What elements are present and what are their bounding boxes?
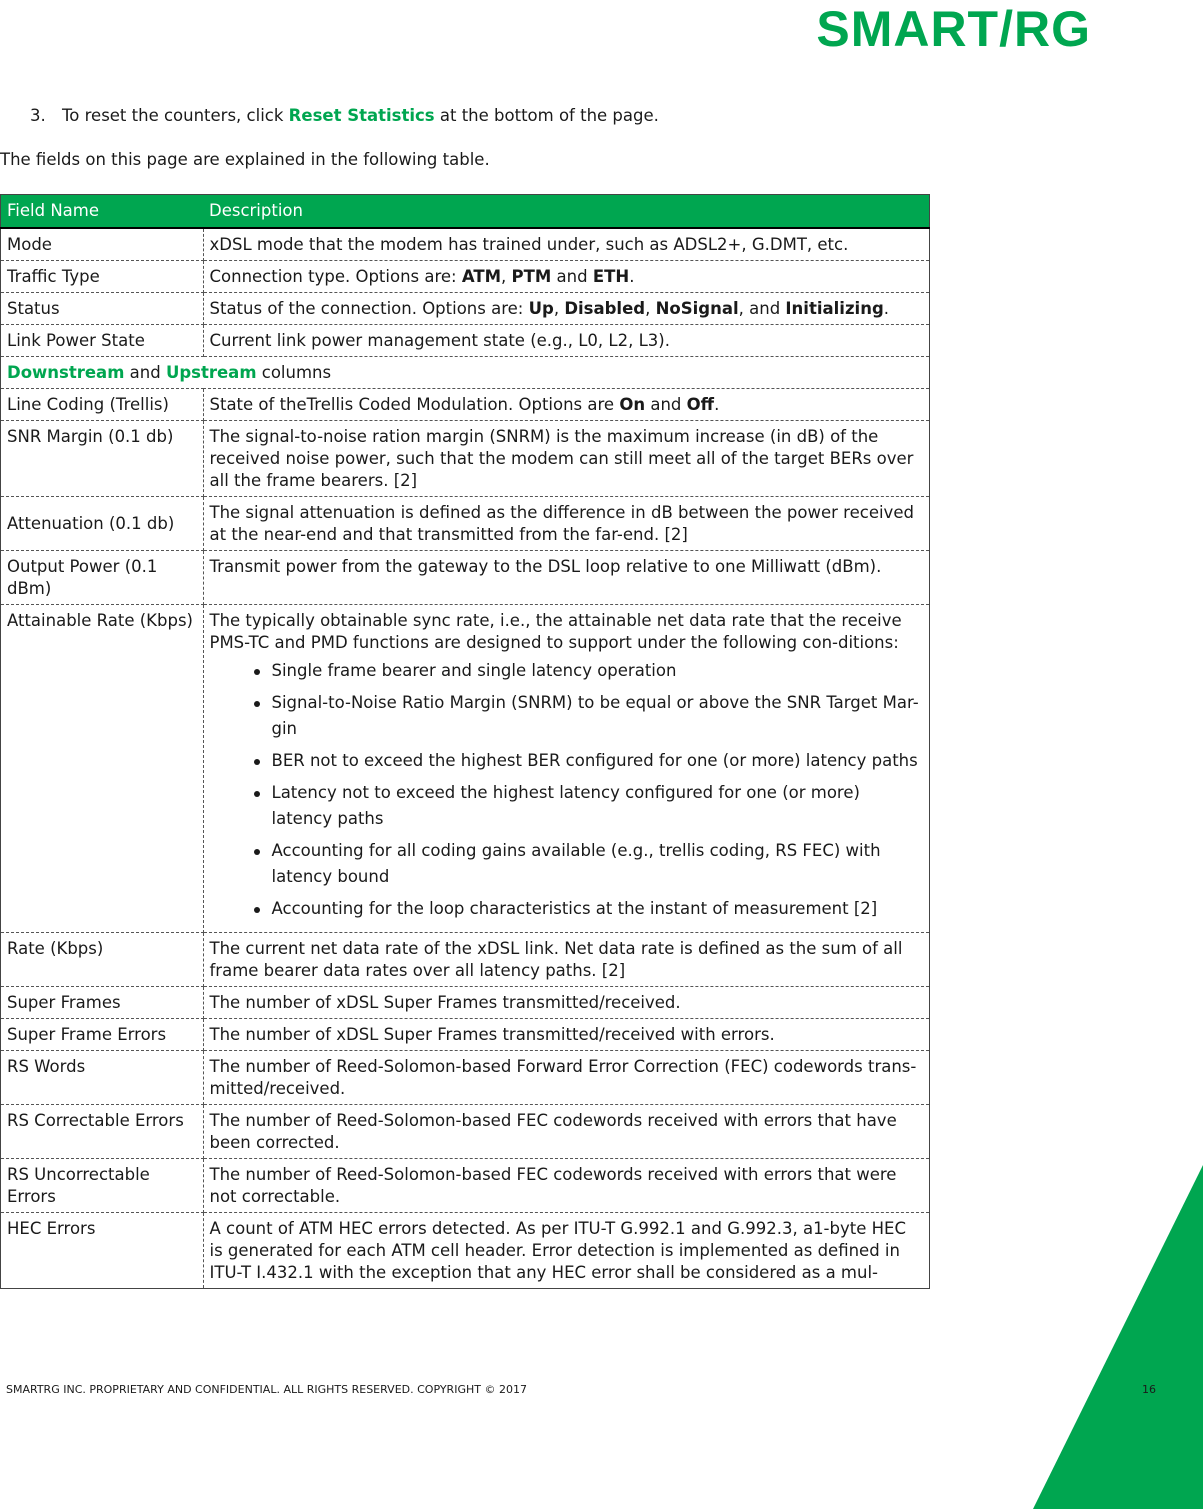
section-sep: and: [124, 363, 166, 382]
desc-sep: and: [551, 267, 593, 286]
table-row: [1, 1019, 930, 1051]
field-name: Super Frames: [1, 987, 204, 1019]
option-off: Off: [686, 395, 715, 414]
table-row: [1, 1051, 930, 1105]
table-row: [1, 933, 930, 987]
list-item: Latency not to exceed the highest latency configured for one (or more) latency paths: [272, 780, 925, 832]
field-description: A count of ATM HEC errors detected. As per ITU-T G.992.1 and G.992.3, a1-byte HEC is generated for each ATM cell header. Error detection is implemented as defined in ITU-T I.432.1 with the exception that any HEC error shall be considered as a mul-: [209, 1219, 906, 1282]
field-description: Current link power management state (e.g., L0, L2, L3).: [203, 325, 930, 357]
list-item: Signal-to-Noise Ratio Margin (SNRM) to be equal or above the SNR Target Mar-gin: [272, 690, 925, 742]
field-name: Super Frame Errors: [1, 1019, 204, 1051]
desc-text: Status of the connection. Options are:: [209, 299, 529, 318]
table-row: [1, 1159, 930, 1213]
desc-sep: and: [645, 395, 687, 414]
header-field-name: Field Name: [1, 195, 204, 229]
option-on: On: [619, 395, 646, 414]
table-row: [1, 421, 930, 497]
field-description: [203, 293, 930, 325]
option-disabled: Disabled: [564, 299, 646, 318]
desc-sep: ,: [501, 267, 512, 286]
header-description: Description: [203, 195, 930, 229]
intro-paragraph: The fields on this page are explained in the following table.: [0, 150, 490, 169]
option-initializing: Initializing: [785, 299, 884, 318]
field-name: Line Coding (Trellis): [1, 389, 204, 421]
list-item: Accounting for the loop characteristics at the instant of measurement [2]: [272, 896, 925, 922]
footer-copyright: SMARTRG INC. PROPRIETARY AND CONFIDENTIAL. ALL RIGHTS RESERVED. COPYRIGHT © 2017: [6, 1383, 527, 1396]
section-row: [1, 357, 930, 389]
field-description: The number of xDSL Super Frames transmitted/received.: [203, 987, 930, 1019]
table-row: [1, 605, 930, 933]
desc-sep: ,: [645, 299, 656, 318]
upstream-label: Upstream: [165, 363, 257, 382]
desc-sep: , and: [738, 299, 786, 318]
field-description: The current net data rate of the xDSL link. Net data rate is defined as the sum of all frame bearer data rates over all latency paths. [2]: [203, 933, 930, 987]
table-row: [1, 1213, 930, 1289]
table-row: [1, 497, 930, 551]
option-eth: ETH: [592, 267, 630, 286]
option-atm: ATM: [461, 267, 502, 286]
field-description: The number of xDSL Super Frames transmitted/received with errors.: [203, 1019, 930, 1051]
page-number: 16: [1142, 1383, 1156, 1396]
field-description: The number of Reed-Solomon-based FEC codewords received with errors that were not correctable.: [203, 1159, 930, 1213]
field-description: Transmit power from the gateway to the DSL loop relative to one Milliwatt (dBm).: [203, 551, 930, 605]
field-name: SNR Margin (0.1 db): [1, 421, 204, 497]
field-name: Output Power (0.1 dBm): [1, 551, 204, 605]
field-name: Attainable Rate (Kbps): [1, 605, 204, 933]
table-row: [1, 551, 930, 605]
field-name: Link Power State: [1, 325, 204, 357]
conditions-list: [210, 658, 925, 922]
option-up: Up: [528, 299, 554, 318]
field-description: [203, 605, 930, 933]
table-row: [1, 293, 930, 325]
step-text-post: at the bottom of the page.: [434, 106, 659, 125]
table-row: [1, 325, 930, 357]
field-description: [203, 389, 930, 421]
field-name: RS Words: [1, 1051, 204, 1105]
field-name: RS Correctable Errors: [1, 1105, 204, 1159]
field-name: Mode: [1, 228, 204, 261]
section-suffix: columns: [256, 363, 332, 382]
step-text-pre: To reset the counters, click: [62, 106, 289, 125]
field-description: xDSL mode that the modem has trained under, such as ADSL2+, G.DMT, etc.: [203, 228, 930, 261]
step-number: 3.: [30, 106, 46, 125]
field-name: Rate (Kbps): [1, 933, 204, 987]
field-description: The number of Reed-Solomon-based FEC codewords received with errors that have been corrected.: [203, 1105, 930, 1159]
table-row: [1, 228, 930, 261]
desc-sep: .: [883, 299, 890, 318]
list-item: Accounting for all coding gains available (e.g., trellis coding, RS FEC) with latency bound: [272, 838, 925, 890]
desc-text: State of theTrellis Coded Modulation. Options are: [209, 395, 620, 414]
option-nosignal: NoSignal: [655, 299, 739, 318]
field-description: The signal attenuation is defined as the difference in dB between the power received at the near-end and that transmitted from the far-end. [2]: [203, 497, 930, 551]
field-description: The signal-to-noise ration margin (SNRM) is the maximum increase (in dB) of the received noise power, such that the modem can still meet all of the target BERs over all the frame bearers. [2]: [203, 421, 930, 497]
reset-statistics-link[interactable]: Reset Statistics: [288, 106, 435, 125]
table-row: [1, 389, 930, 421]
downstream-label: Downstream: [7, 363, 125, 382]
desc-sep: ,: [553, 299, 565, 318]
field-name: HEC Errors: [1, 1213, 204, 1289]
section-heading: [1, 357, 930, 389]
table-row: [1, 987, 930, 1019]
list-item: Single frame bearer and single latency operation: [272, 658, 925, 684]
option-ptm: PTM: [511, 267, 552, 286]
step-instruction: [30, 106, 659, 125]
table-row: [1, 1105, 930, 1159]
table-header-row: [1, 195, 930, 229]
list-item: BER not to exceed the highest BER configured for one (or more) latency paths: [272, 748, 925, 774]
brand-logo: SMART/RG: [816, 1, 1091, 57]
field-name: RS Uncorrectable Errors: [1, 1159, 204, 1213]
desc-text: Connection type. Options are:: [209, 267, 462, 286]
field-name: Traffic Type: [1, 261, 204, 293]
field-description: The number of Reed-Solomon-based Forward Error Correction (FEC) codewords trans-mitted/received.: [203, 1051, 930, 1105]
table-row: [1, 261, 930, 293]
field-name: Attenuation (0.1 db): [1, 497, 204, 551]
desc-sep: .: [714, 395, 720, 414]
field-description: [203, 261, 930, 293]
fields-table: [0, 194, 930, 1289]
field-name: Status: [1, 293, 204, 325]
desc-sep: .: [629, 267, 635, 286]
desc-text: The typically obtainable sync rate, i.e., the attainable net data rate that the receive PMS-TC and PMD functions are designed to support under the following con-ditions:: [209, 611, 902, 652]
